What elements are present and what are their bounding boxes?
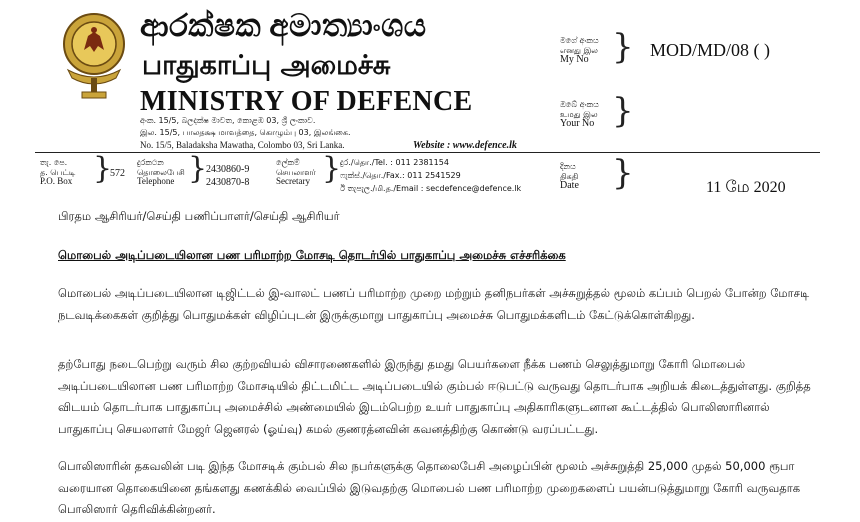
my-no-label-tamil: எனது இல — [560, 45, 598, 55]
secretary-fax: ෆැක්ස්./தொ./Fax.: 011 2541529 — [340, 171, 461, 180]
telephone-label-sinhala: දුරකථන — [137, 158, 164, 167]
pobox-value: 572 — [110, 168, 125, 179]
brace-icon: } — [612, 153, 634, 193]
your-no-label — [560, 100, 599, 129]
recipient-line: பிரதம ஆசிரியர்/செய்தி பணிப்பாளர்/செய்தி ஆசிரியர் — [58, 209, 340, 223]
header-divider — [35, 152, 820, 153]
secretary-telephone: දුර./தொ./Tel. : 011 2381154 — [340, 158, 449, 167]
my-no-value: MOD/MD/08 ( ) — [650, 40, 770, 60]
brace-icon: } — [612, 91, 634, 131]
telephone-label — [137, 158, 185, 187]
brace-icon: } — [93, 151, 113, 186]
date-label — [560, 162, 579, 191]
ministry-name-english: MINISTRY OF DEFENCE — [140, 86, 473, 117]
date-label-tamil: திகதி — [560, 171, 579, 181]
address-sinhala: අංක. 15/5, බලදක්ෂ මාවත, කොළඹ 03, ශ්‍රී ලංකාව. — [140, 116, 316, 125]
body-paragraph-3: பொலிஸாரின் தகவலின் படி இந்த மோசடிக் கும்பல் சில நபர்களுக்கு தொலைபேசி அழைப்பின் மூலம் அச்சுறுத்தி 25,000 முதல் 50,000 ரூபா வரையான தொகையினை தங்களது கணக்கில் வைப்பில் இடுவதற்கு மொபைல் பண பரிமாற்ற முறைகளைப் பயன்படுத்துமாறு கோரி வருவதாக பொலிஸார் தெரிவிக்கின்றனர். — [58, 459, 801, 516]
pobox-label-sinhala: තැ. පෙ. — [40, 158, 68, 167]
pobox-label-tamil: த. பெட்டி — [40, 167, 76, 177]
secretary-contact-info — [340, 156, 521, 195]
date-value: 11 மே 2020 — [706, 179, 786, 196]
brace-icon: } — [612, 27, 634, 67]
subject-heading: மொபைல் அடிப்படையிலான பண பரிமாற்ற மோசடி தொடர்பில் பாதுகாப்பு அமைச்சு எச்சரிக்கை — [58, 248, 566, 262]
telephone-label-english: Telephone — [137, 176, 175, 186]
secretary-label-english: Secretary — [276, 176, 310, 186]
my-no-label-english: My No — [560, 54, 589, 65]
ministry-name-tamil: பாதுகாப்பு அமைச்சு — [142, 50, 391, 81]
your-no-label-english: Your No — [560, 118, 595, 129]
your-no-label-sinhala: ඔබේ අංකය — [560, 100, 599, 109]
body-paragraph-1: மொபைல் அடிப்படையிலான டிஜிட்டல் இ-வாலட் பணப் பரிமாற்ற முறை மற்றும் தனிநபர்கள் அச்சுறுத்தல் மூலம் கப்பம் பெறல் போன்ற மோசடி நடவடிக்கைகள் குறித்து பொதுமக்கள் விழிப்புடன் இருக்குமாறு பாதுகாப்பு அமைச்சு பொதுமக்களிடம் கேட்டுக்கொள்கிறது. — [58, 286, 810, 322]
sri-lanka-emblem-icon — [60, 8, 128, 132]
secretary-label-tamil: செயலாளர் — [276, 167, 316, 177]
telephone-value: 2430860-9 — [206, 164, 250, 175]
body-paragraph-2: தற்போது நடைபெற்று வரும் சில குற்றவியல் விசாரணைகளில் இருந்து தமது பெயர்களை நீக்க பணம் செலுத்துமாறு கோரி மொபைல் அடிப்படையிலான பண பரிமாற்ற மோசடியில் திட்டமிட்ட அடிப்படையில் கும்பல் ஈடுபட்டு வருவது தொடர்பாக அறியக் கிடைத்துள்ளது. குறித்த விடயம் தொடர்பாக பாதுகாப்பு அமைச்சில் அண்மையில் இடம்பெற்ற உயர் பாதுகாப்பு அதிகாரிகளுடனான கூட்டத்தில் பொலிஸாரினால் பாதுகாப்பு செயலாளர் மேஜர் ஜெனரல் (ஓய்வு) கமல் குணரத்னவின் கவனத்திற்கு கொண்டு வரப்பட்டது. — [58, 357, 811, 436]
your-no-label-tamil: உமது இல — [560, 109, 598, 119]
date-label-sinhala: දිනය — [560, 162, 576, 171]
my-no-label-sinhala: මගේ අංකය — [560, 36, 599, 45]
brace-icon: } — [188, 151, 208, 186]
brace-icon: } — [322, 151, 342, 186]
secretary-label-sinhala: ලේකම් — [276, 158, 300, 167]
telephone-values — [206, 163, 249, 189]
address-tamil: இல. 15/5, பாலதக்ஷ மாவத்தை, கொழும்பு 03, இலங்கை. — [140, 128, 351, 137]
address-english: No. 15/5, Baladaksha Mawatha, Colombo 03, Sri Lanka. — [140, 140, 345, 150]
website-link[interactable]: Website : www.defence.lk — [413, 140, 517, 151]
telephone-label-tamil: தொலைபேசி — [137, 167, 185, 177]
secretary-email[interactable]: ඊ තැපැල./மி.த./Email : secdefence@defence.lk — [340, 184, 522, 193]
date-label-english: Date — [560, 180, 579, 191]
ministry-name-sinhala: ආරක්ෂක අමාත්‍යාංශය — [140, 8, 427, 43]
my-no-label — [560, 36, 599, 65]
telephone-value: 2430870-8 — [206, 177, 250, 188]
pobox-label — [40, 158, 75, 187]
secretary-label — [276, 158, 316, 187]
pobox-label-english: P.O. Box — [40, 176, 73, 186]
